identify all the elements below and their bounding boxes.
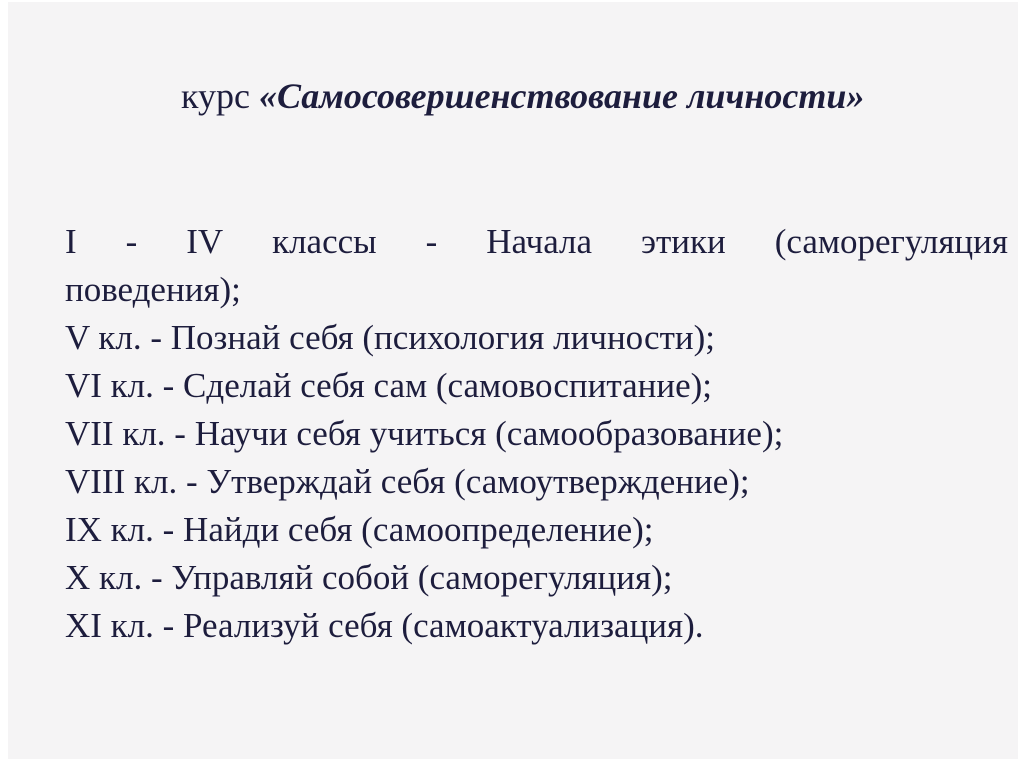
grade-11-line: XI кл. - Реализуй себя (самоактуализация). <box>65 606 704 645</box>
word: этики <box>640 222 726 261</box>
word: - <box>425 222 438 261</box>
grade-7-line: VII кл. - Научи себя учиться (самообразование); <box>65 414 784 453</box>
word: Начала <box>486 222 593 261</box>
grade-5-line: V кл. - Познай себя (психология личности); <box>65 318 715 357</box>
slide-title <box>181 74 864 118</box>
word: I <box>65 222 77 261</box>
grades-1-4-continuation: поведения); <box>65 270 241 309</box>
grade-8-line: VIII кл. - Утверждай себя (самоутверждение); <box>65 462 750 501</box>
word: - <box>125 222 138 261</box>
grade-10-line: X кл. - Управляй собой (саморегуляция); <box>65 558 673 597</box>
slide <box>8 2 1018 759</box>
word: IV <box>186 222 224 261</box>
grade-6-line: VI кл. - Сделай себя сам (самовоспитание); <box>65 366 712 405</box>
grades-1-4-line <box>65 218 1008 266</box>
course-grades-list <box>65 218 1008 650</box>
title-prefix: курс <box>181 76 259 116</box>
word: (саморегуляция <box>774 222 1008 261</box>
word: классы <box>272 222 377 261</box>
grade-9-line: IX кл. - Найди себя (самоопределение); <box>65 510 654 549</box>
course-name: «Самосовершенствование личности» <box>258 76 865 116</box>
